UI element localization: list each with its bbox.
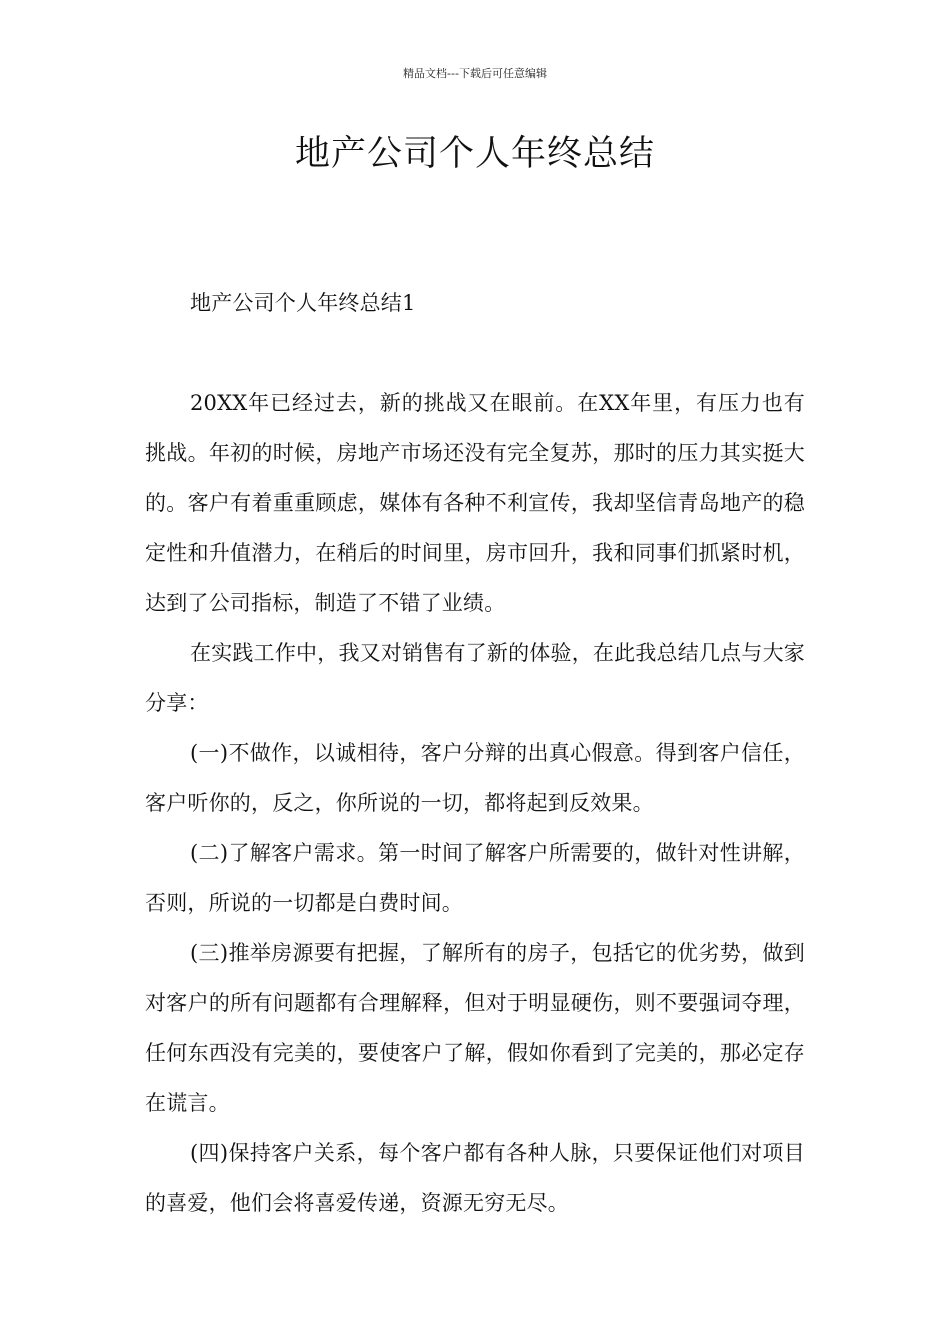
- section-heading: 地产公司个人年终总结1: [190, 291, 416, 315]
- document-title: 地产公司个人年终总结: [294, 134, 655, 174]
- paragraph-5: (三)推举房源要有把握，了解所有的房子，包括它的优劣势，做到对客户的所有问题都有合理解释，但对于明显硬伤，则不要强词夺理，任何东西没有完美的，要使客户了解，假如你看到了完美的，那必定存在谎言。: [145, 941, 805, 1115]
- paragraph-2: 在实践工作中，我又对销售有了新的体验，在此我总结几点与大家分享：: [145, 641, 805, 715]
- body-text: [145, 378, 805, 1228]
- header-note: 精品文档---下载后可任意编辑: [403, 67, 547, 80]
- paragraph-6: (四)保持客户关系，每个客户都有各种人脉，只要保证他们对项目的喜爱，他们会将喜爱传递，资源无穷无尽。: [145, 1141, 805, 1215]
- paragraph-1: 20XX年已经过去，新的挑战又在眼前。在XX年里，有压力也有挑战。年初的时候，房地产市场还没有完全复苏，那时的压力其实挺大的。客户有着重重顾虑，媒体有各种不利宣传，我却坚信青岛地产的稳定性和升值潜力，在稍后的时间里，房市回升，我和同事们抓紧时机，达到了公司指标，制造了不错了业绩。: [145, 391, 805, 615]
- paragraph-4: (二)了解客户需求。第一时间了解客户所需要的，做针对性讲解，否则，所说的一切都是白费时间。: [145, 841, 805, 915]
- paragraph-3: (一)不做作，以诚相待，客户分辩的出真心假意。得到客户信任，客户听你的，反之，你所说的一切，都将起到反效果。: [145, 741, 805, 815]
